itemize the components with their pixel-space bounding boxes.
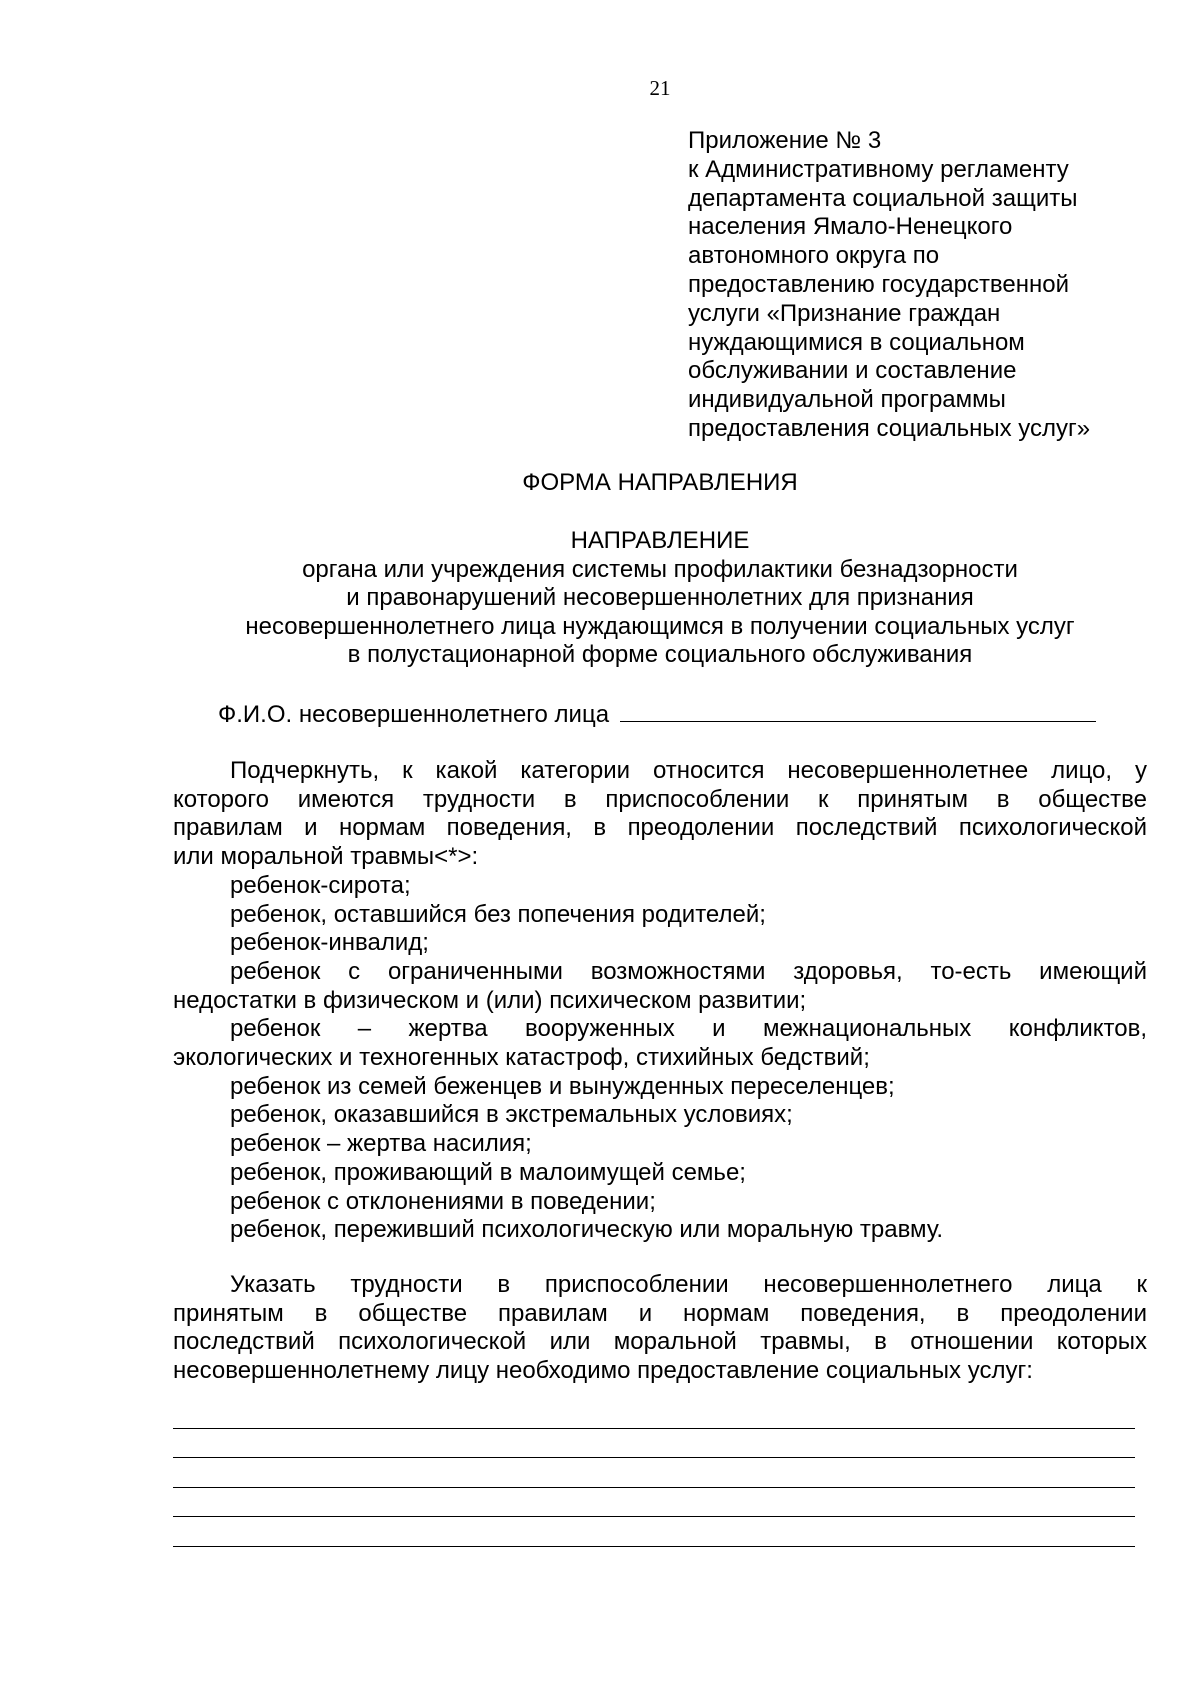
category-item[interactable]: ребенок – жертва насилия;: [230, 1130, 532, 1158]
appendix-line: услуги «Признание граждан: [688, 299, 1001, 327]
appendix-line: обслуживании и составление: [688, 357, 1017, 385]
direction-subtitle-line: и правонарушений несовершеннолетних для признания: [346, 584, 974, 612]
category-item[interactable]: ребенок-инвалид;: [230, 929, 429, 957]
direction-title-block: [0, 527, 1200, 670]
appendix-line: нуждающимися в социальном: [688, 328, 1025, 356]
category-item-line: ребенок с ограниченными возможностями здоровья, то-есть имеющий: [230, 957, 1147, 985]
category-item[interactable]: [173, 958, 1147, 1015]
difficulties-line: принятым в обществе правилам и нормам поведения, в преодолении: [173, 1299, 1147, 1327]
fio-label: Ф.И.О. несовершеннолетнего лица: [218, 701, 610, 728]
category-item[interactable]: ребенок, переживший психологическую или моральную травму.: [230, 1216, 944, 1244]
direction-subtitle-line: несовершеннолетнего лица нуждающимся в получении социальных услуг: [245, 612, 1075, 640]
intro-line: которого имеются трудности в приспособлении к принятым в обществе: [173, 785, 1147, 813]
appendix-line: департамента социальной защиты: [688, 184, 1078, 212]
category-item[interactable]: ребенок, проживающий в малоимущей семье;: [230, 1158, 746, 1186]
answer-blank-line[interactable]: [173, 1399, 1135, 1429]
difficulties-line: Указать трудности в приспособлении несовершеннолетнего лица к: [230, 1271, 1147, 1298]
direction-heading: НАПРАВЛЕНИЕ: [570, 527, 750, 554]
answer-lines: [173, 1399, 1135, 1547]
intro-line: правилам и нормам поведения, в преодолении последствий психологической: [173, 814, 1147, 842]
appendix-line: автономного округа по: [688, 242, 940, 270]
answer-blank-line[interactable]: [173, 1429, 1135, 1459]
appendix-line: предоставлению государственной: [688, 270, 1070, 298]
categories-section: [173, 757, 1147, 1245]
intro-line: Подчеркнуть, к какой категории относится несовершеннолетнее лицо, у: [230, 757, 1147, 784]
appendix-header: [688, 127, 1168, 444]
answer-blank-line[interactable]: [173, 1458, 1135, 1488]
direction-subtitle-line: органа или учреждения системы профилактики безнадзорности: [302, 555, 1018, 583]
category-item[interactable]: ребенок, оставшийся без попечения родителей;: [230, 900, 766, 928]
category-item[interactable]: ребенок-сирота;: [230, 871, 411, 899]
fio-field-row: [218, 699, 1096, 730]
appendix-line: населения Ямало-Ненецкого: [688, 213, 1013, 241]
intro-line: или моральной травмы<*>:: [173, 843, 479, 871]
direction-subtitle-line: в полустационарной форме социального обслуживания: [347, 641, 973, 669]
category-item-line: ребенок – жертва вооруженных и межнациональных конфликтов,: [230, 1015, 1147, 1043]
difficulties-line: несовершеннолетнему лицу необходимо предоставление социальных услуг:: [173, 1357, 1033, 1385]
category-item-line: экологических и техногенных катастроф, стихийных бедствий;: [173, 1044, 870, 1072]
difficulties-section: [173, 1271, 1147, 1386]
page-number: 21: [649, 76, 671, 100]
category-item-line: недостатки в физическом и (или) психическом развитии;: [173, 986, 807, 1014]
form-title: ФОРМА НАПРАВЛЕНИЯ: [522, 469, 798, 496]
category-item[interactable]: ребенок с отклонениями в поведении;: [230, 1187, 656, 1215]
category-item[interactable]: [173, 1015, 1147, 1072]
category-item[interactable]: ребенок из семей беженцев и вынужденных переселенцев;: [230, 1072, 895, 1100]
fio-blank-line[interactable]: [620, 699, 1096, 722]
answer-blank-line[interactable]: [173, 1517, 1135, 1547]
answer-blank-line[interactable]: [173, 1488, 1135, 1518]
appendix-line: предоставления социальных услуг»: [688, 414, 1091, 442]
appendix-line: Приложение № 3: [688, 127, 882, 154]
difficulties-line: последствий психологической или моральной травмы, в отношении которых: [173, 1328, 1147, 1356]
category-item[interactable]: ребенок, оказавшийся в экстремальных условиях;: [230, 1101, 793, 1129]
appendix-line: к Административному регламенту: [688, 155, 1069, 183]
appendix-line: индивидуальной программы: [688, 386, 1006, 414]
